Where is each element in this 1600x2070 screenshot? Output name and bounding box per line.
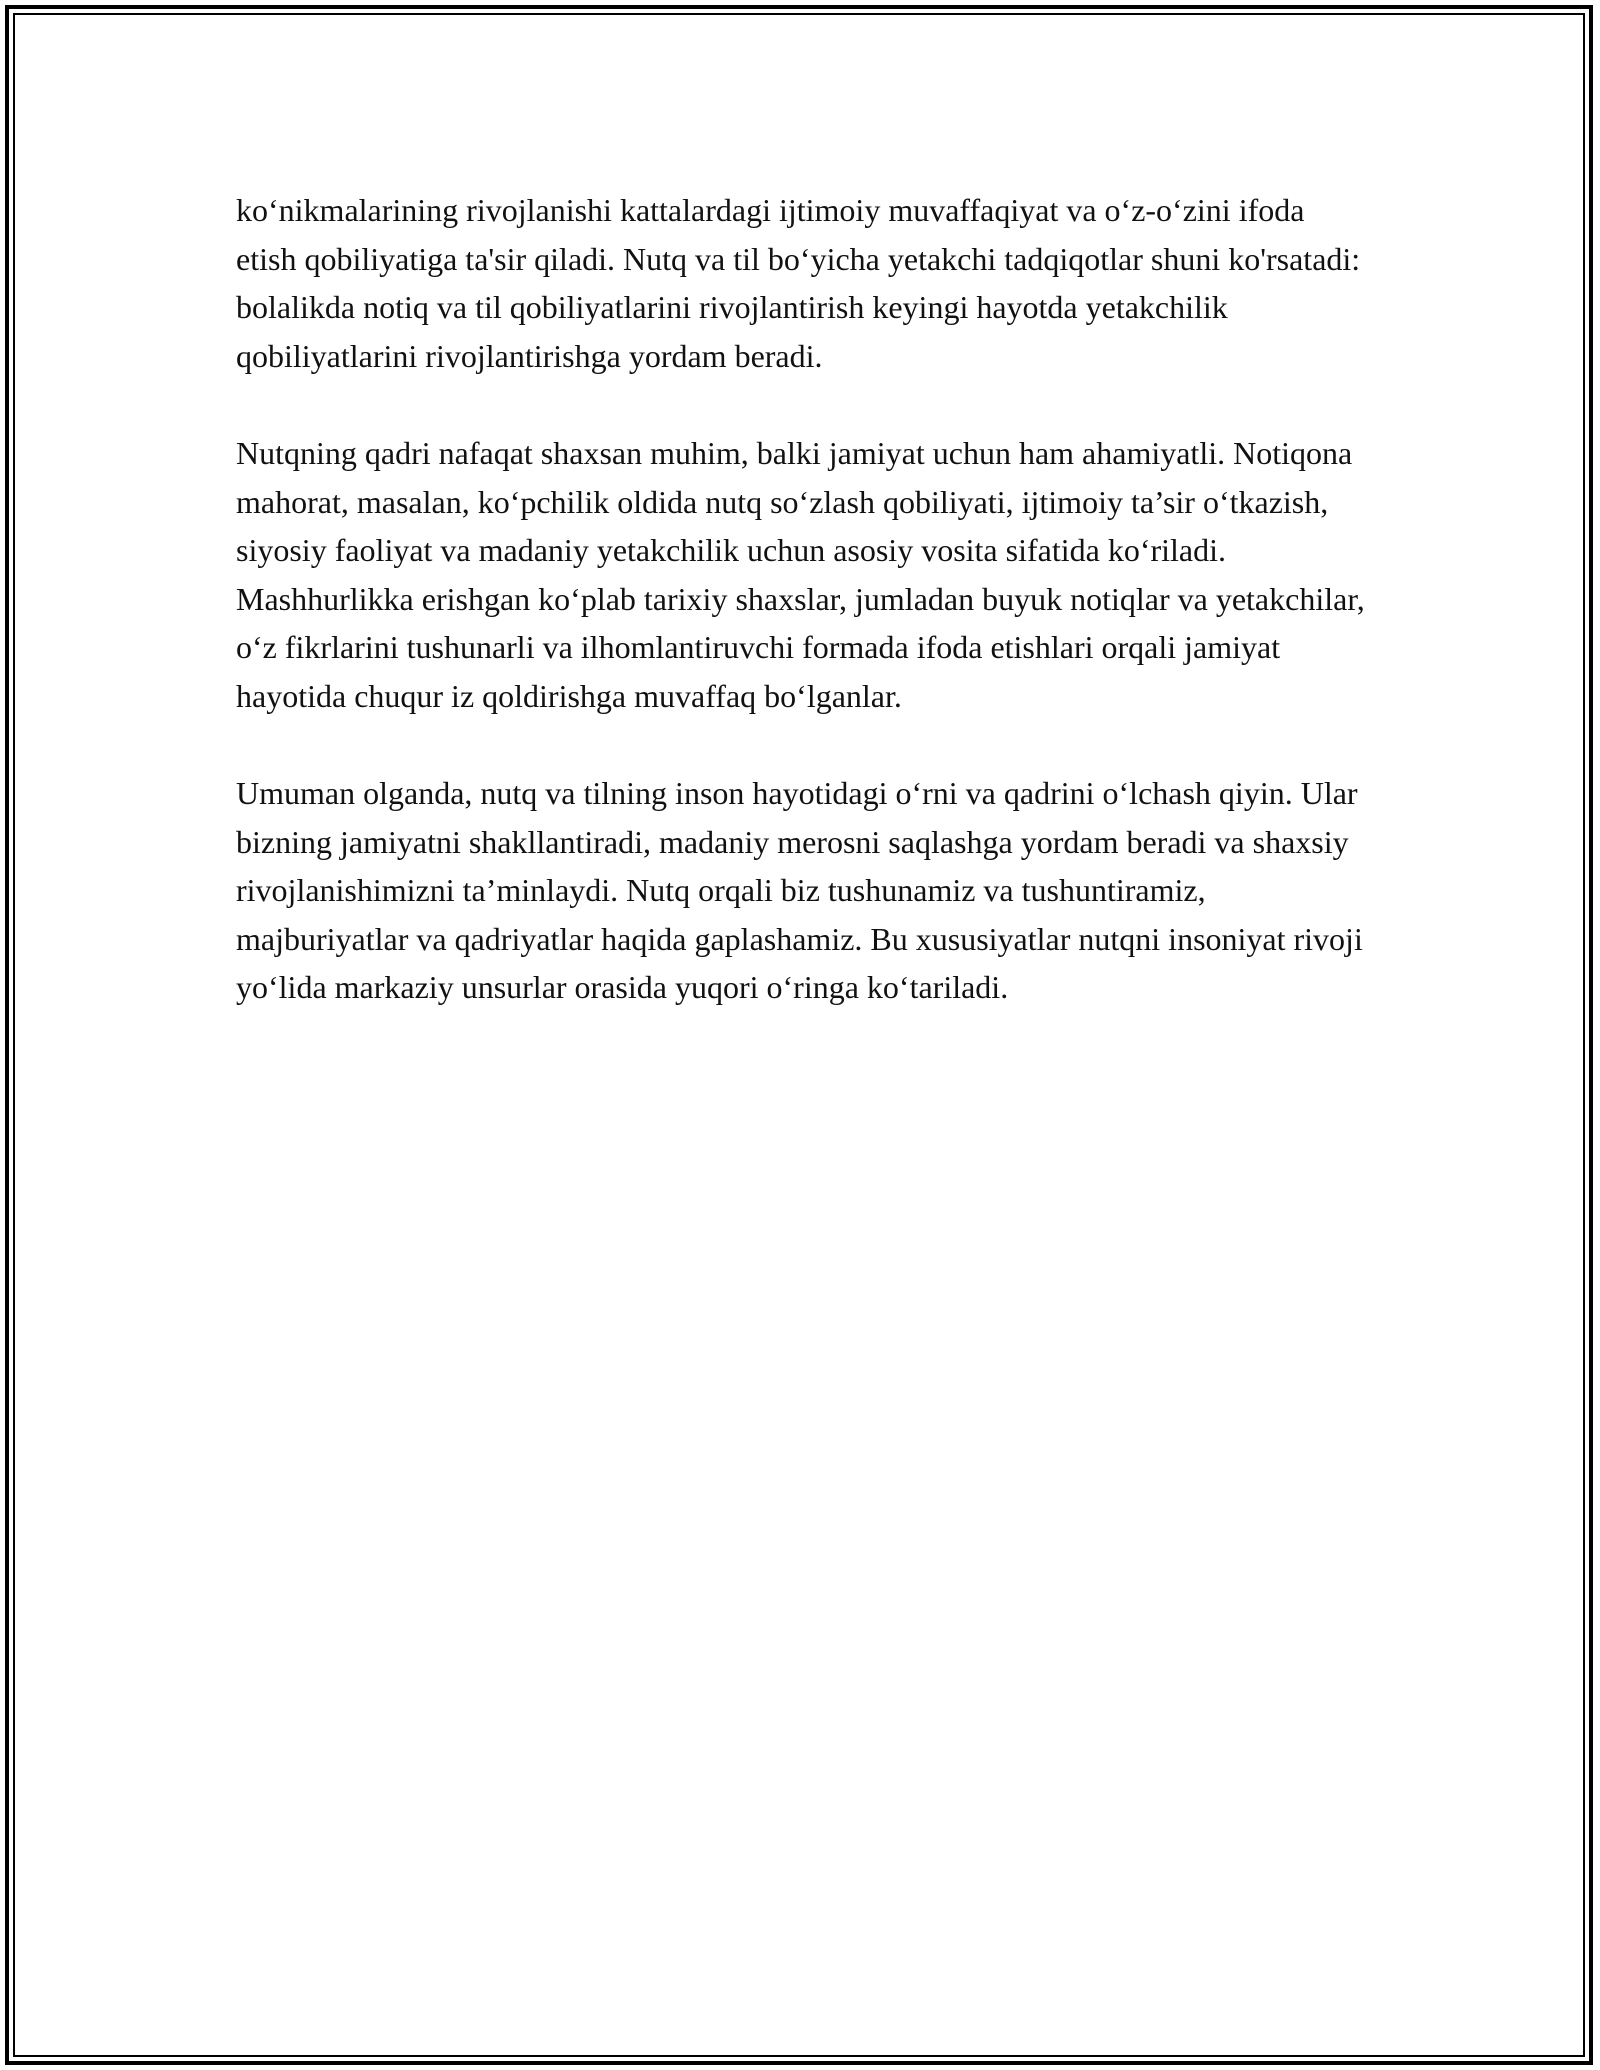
document-body — [236, 186, 1366, 1061]
paragraph-3: Umuman olganda, nutq va tilning inson hayotidagi o‘rni va qadrini o‘lchash qiyin. Ular bizning jamiyatni shakllantiradi, madaniy merosni saqlashga yordam beradi va shaxsiy rivojlanishimizni ta’minlaydi. Nutq orqali biz tushunamiz va tushuntiramiz, majburiyatlar va qadriyatlar haqida gaplashamiz. Bu xususiyatlar nutqni insoniyat rivoji yo‘lida markaziy unsurlar orasida yuqori o‘ringa ko‘tariladi. — [236, 775, 1363, 1005]
paragraph-2: Nutqning qadri nafaqat shaxsan muhim, balki jamiyat uchun ham ahamiyatli. Notiqona mahorat, masalan, ko‘pchilik oldida nutq so‘zlash qobiliyati, ijtimoiy ta’sir o‘tkazish, siyosiy faoliyat va madaniy yetakchilik uchun asosiy vosita sifatida ko‘riladi. Mashhurlikka erishgan ko‘plab tarixiy shaxslar, jumladan buyuk notiqlar va yetakchilar, o‘z fikrlarini tushunarli va ilhomlantiruvchi formada ifoda etishlari orqali jamiyat hayotida chuqur iz qoldirishga muvaffaq bo‘lganlar. — [236, 435, 1365, 714]
paragraph-1: ko‘nikmalarining rivojlanishi kattalardagi ijtimoiy muvaffaqiyat va o‘z-o‘zini ifoda etish qobiliyatiga ta'sir qiladi. Nutq va til bo‘yicha yetakchi tadqiqotlar shuni ko'rsatadi: bolalikda notiq va til qobiliyatlarini rivojlantirish keyingi hayotda yetakchilik qobiliyatlarini rivojlantirishga yordam beradi. — [236, 192, 1361, 374]
